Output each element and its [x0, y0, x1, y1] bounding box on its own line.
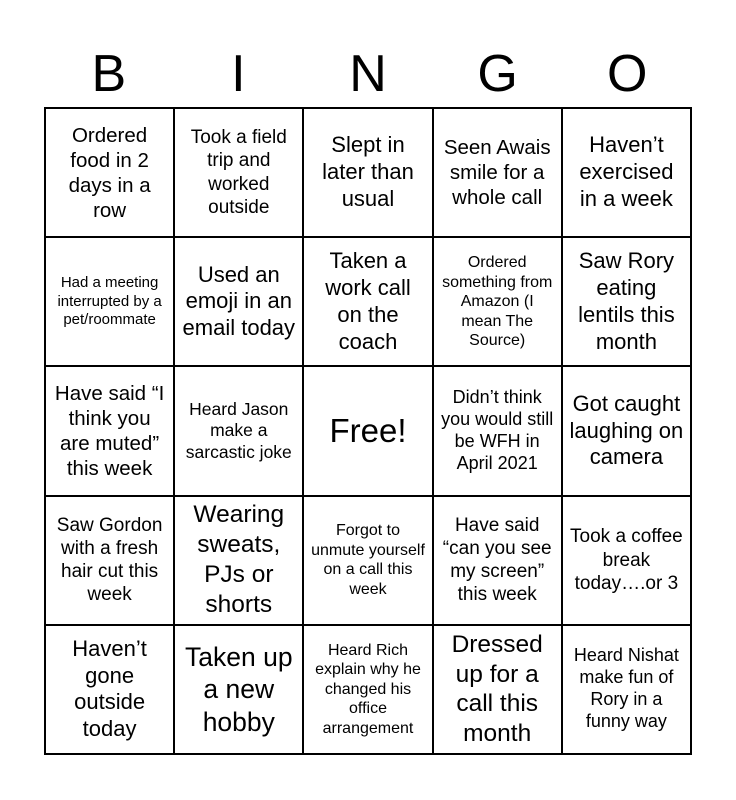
bingo-cell-r5c4[interactable]: Dressed up for a call this month — [433, 625, 562, 754]
bingo-cell-r3c4[interactable]: Didn’t think you would still be WFH in April 2021 — [433, 366, 562, 495]
bingo-cell-r3c1[interactable]: Have said “I think you are muted” this week — [45, 366, 174, 495]
bingo-cell-r5c5[interactable]: Heard Nishat make fun of Rory in a funny way — [562, 625, 691, 754]
bingo-cell-r1c5[interactable]: Haven’t exercised in a week — [562, 108, 691, 237]
bingo-cell-r4c2[interactable]: Wearing sweats, PJs or shorts — [174, 496, 303, 625]
bingo-cell-r5c1[interactable]: Haven’t gone outside today — [45, 625, 174, 754]
bingo-cell-r1c1[interactable]: Ordered food in 2 days in a row — [45, 108, 174, 237]
title-letter-g: G — [477, 45, 518, 103]
bingo-cell-r4c3[interactable]: Forgot to unmute yourself on a call this week — [303, 496, 432, 625]
bingo-cell-r1c3[interactable]: Slept in later than usual — [303, 108, 432, 237]
bingo-cell-r4c1[interactable]: Saw Gordon with a fresh hair cut this week — [45, 496, 174, 625]
bingo-cell-r3c2[interactable]: Heard Jason make a sarcastic joke — [174, 366, 303, 495]
bingo-cell-r1c4[interactable]: Seen Awais smile for a whole call — [433, 108, 562, 237]
bingo-cell-r3c5[interactable]: Got caught laughing on camera — [562, 366, 691, 495]
bingo-cell-r4c4[interactable]: Have said “can you see my screen” this week — [433, 496, 562, 625]
bingo-grid — [44, 107, 692, 755]
bingo-cell-r1c2[interactable]: Took a field trip and worked outside — [174, 108, 303, 237]
bingo-cell-r2c5[interactable]: Saw Rory eating lentils this month — [562, 237, 691, 366]
bingo-cell-r2c1[interactable]: Had a meeting interrupted by a pet/roommate — [45, 237, 174, 366]
bingo-cell-r2c4[interactable]: Ordered something from Amazon (I mean The Source) — [433, 237, 562, 366]
bingo-cell-r5c3[interactable]: Heard Rich explain why he changed his office arrangement — [303, 625, 432, 754]
bingo-sheet — [44, 0, 692, 755]
bingo-title — [44, 0, 692, 107]
title-letter-i: I — [231, 45, 246, 103]
bingo-cell-r5c2[interactable]: Taken up a new hobby — [174, 625, 303, 754]
bingo-cell-free[interactable]: Free! — [303, 366, 432, 495]
title-letter-n: N — [349, 45, 387, 103]
bingo-cell-r2c3[interactable]: Taken a work call on the coach — [303, 237, 432, 366]
bingo-cell-r2c2[interactable]: Used an emoji in an email today — [174, 237, 303, 366]
title-letter-b: B — [91, 45, 127, 103]
title-letter-o: O — [606, 45, 648, 103]
bingo-cell-r4c5[interactable]: Took a coffee break today….or 3 — [562, 496, 691, 625]
